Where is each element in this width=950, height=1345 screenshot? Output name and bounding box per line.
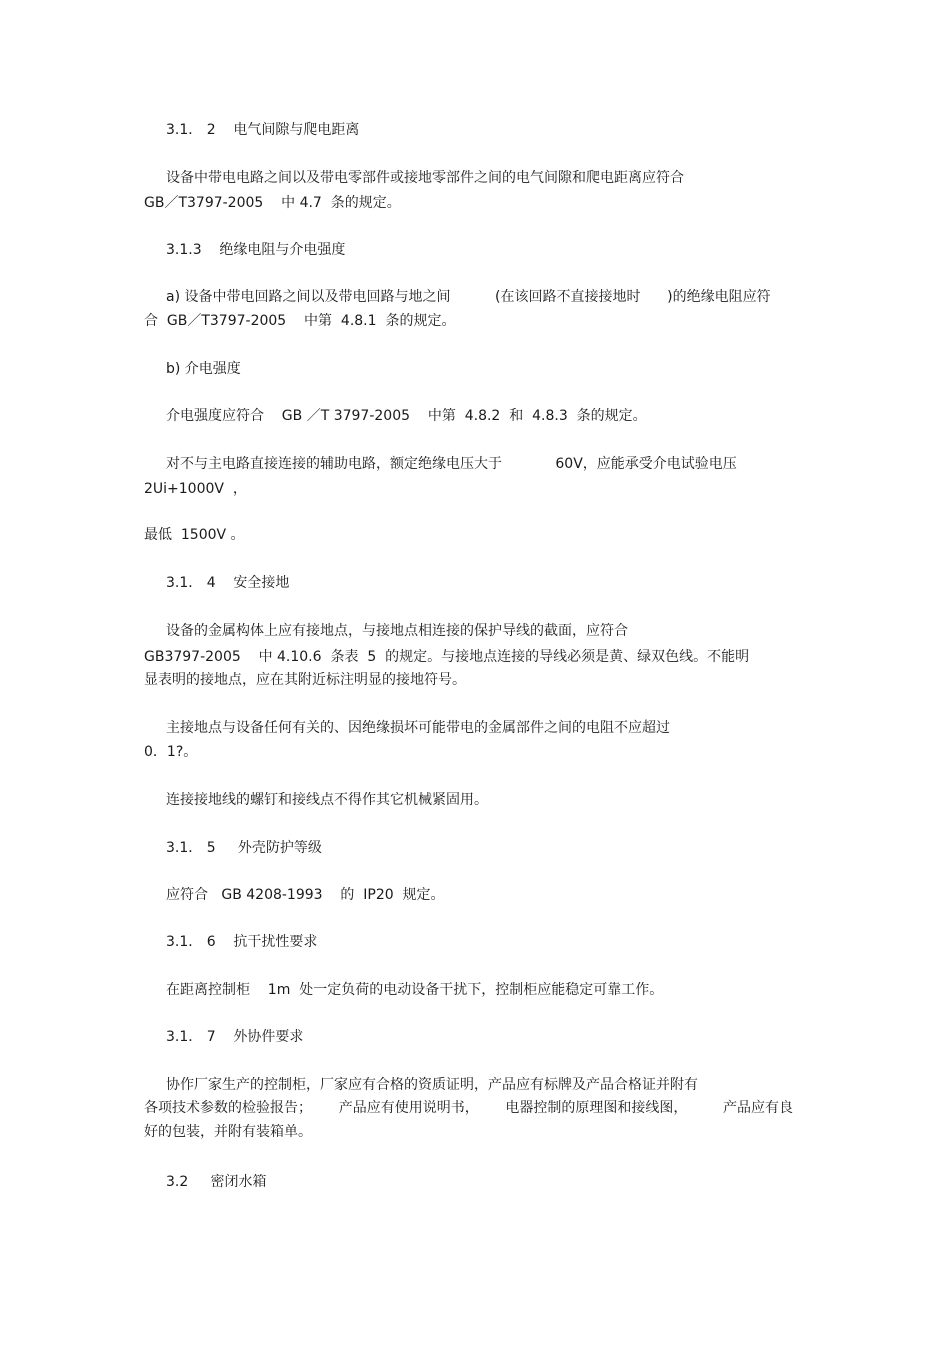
paragraph-line: 各项技术参数的检验报告； 产品应有使用说明书， 电器控制的原理图和接线图， 产品应有良 <box>144 1100 794 1116</box>
subheading-b: b) 介电强度 <box>166 361 241 377</box>
paragraph-line: a) 设备中带电回路之间以及带电回路与地之间 (在该回路不直接接地时 )的绝缘电阻应符 <box>166 289 771 305</box>
paragraph-line: 最低 1500V 。 <box>144 527 245 543</box>
paragraph-line: 应符合 GB 4208-1993 的 IP20 规定。 <box>166 887 445 903</box>
paragraph-line: GB／T3797-2005 中 4.7 条的规定。 <box>144 195 401 211</box>
section-heading-3-1-7: 3.1． 7 外协件要求 <box>166 1029 304 1045</box>
section-heading-3-1-3: 3.1.3 绝缘电阻与介电强度 <box>166 242 346 258</box>
paragraph-line: 设备中带电电路之间以及带电零部件或接地零部件之间的电气间隙和爬电距离应符合 <box>166 170 684 186</box>
paragraph-line: 协作厂家生产的控制柜，厂家应有合格的资质证明，产品应有标牌及产品合格证并附有 <box>166 1077 698 1093</box>
paragraph-line: 合 GB／T3797-2005 中第 4.8.1 条的规定。 <box>144 313 456 329</box>
section-heading-3-1-4: 3.1． 4 安全接地 <box>166 575 290 591</box>
paragraph-line: 在距离控制柜 1m 处一定负荷的电动设备干扰下，控制柜应能稳定可靠工作。 <box>166 982 664 998</box>
section-heading-3-1-6: 3.1． 6 抗干扰性要求 <box>166 934 318 950</box>
section-heading-3-1-2: 3.1． 2 电气间隙与爬电距离 <box>166 122 360 138</box>
paragraph-line: 好的包装，并附有装箱单。 <box>144 1124 312 1140</box>
paragraph-line: GB3797-2005 中 4.10.6 条表 5 的规定。与接地点连接的导线必须是黄、绿双色线。不能明 <box>144 649 750 665</box>
paragraph-line: 连接接地线的螺钉和接线点不得作其它机械紧固用。 <box>166 792 488 808</box>
paragraph-line: 主接地点与设备任何有关的、因绝缘损坏可能带电的金属部件之间的电阻不应超过 <box>166 720 670 736</box>
paragraph-line: 显表明的接地点，应在其附近标注明显的接地符号。 <box>144 672 466 688</box>
paragraph-line: 介电强度应符合 GB ／T 3797-2005 中第 4.8.2 和 4.8.3 条的规定。 <box>166 408 647 424</box>
section-heading-3-2: 3.2 密闭水箱 <box>166 1174 267 1190</box>
section-heading-3-1-5: 3.1． 5 外壳防护等级 <box>166 840 322 856</box>
paragraph-line: 对不与主电路直接连接的辅助电路，额定绝缘电压大于 60V，应能承受介电试验电压 <box>166 456 737 472</box>
paragraph-line: 设备的金属构体上应有接地点，与接地点相连接的保护导线的截面，应符合 <box>166 623 628 639</box>
paragraph-line: 2Ui+1000V ， <box>144 481 247 497</box>
paragraph-line: 0．1?。 <box>144 744 198 760</box>
